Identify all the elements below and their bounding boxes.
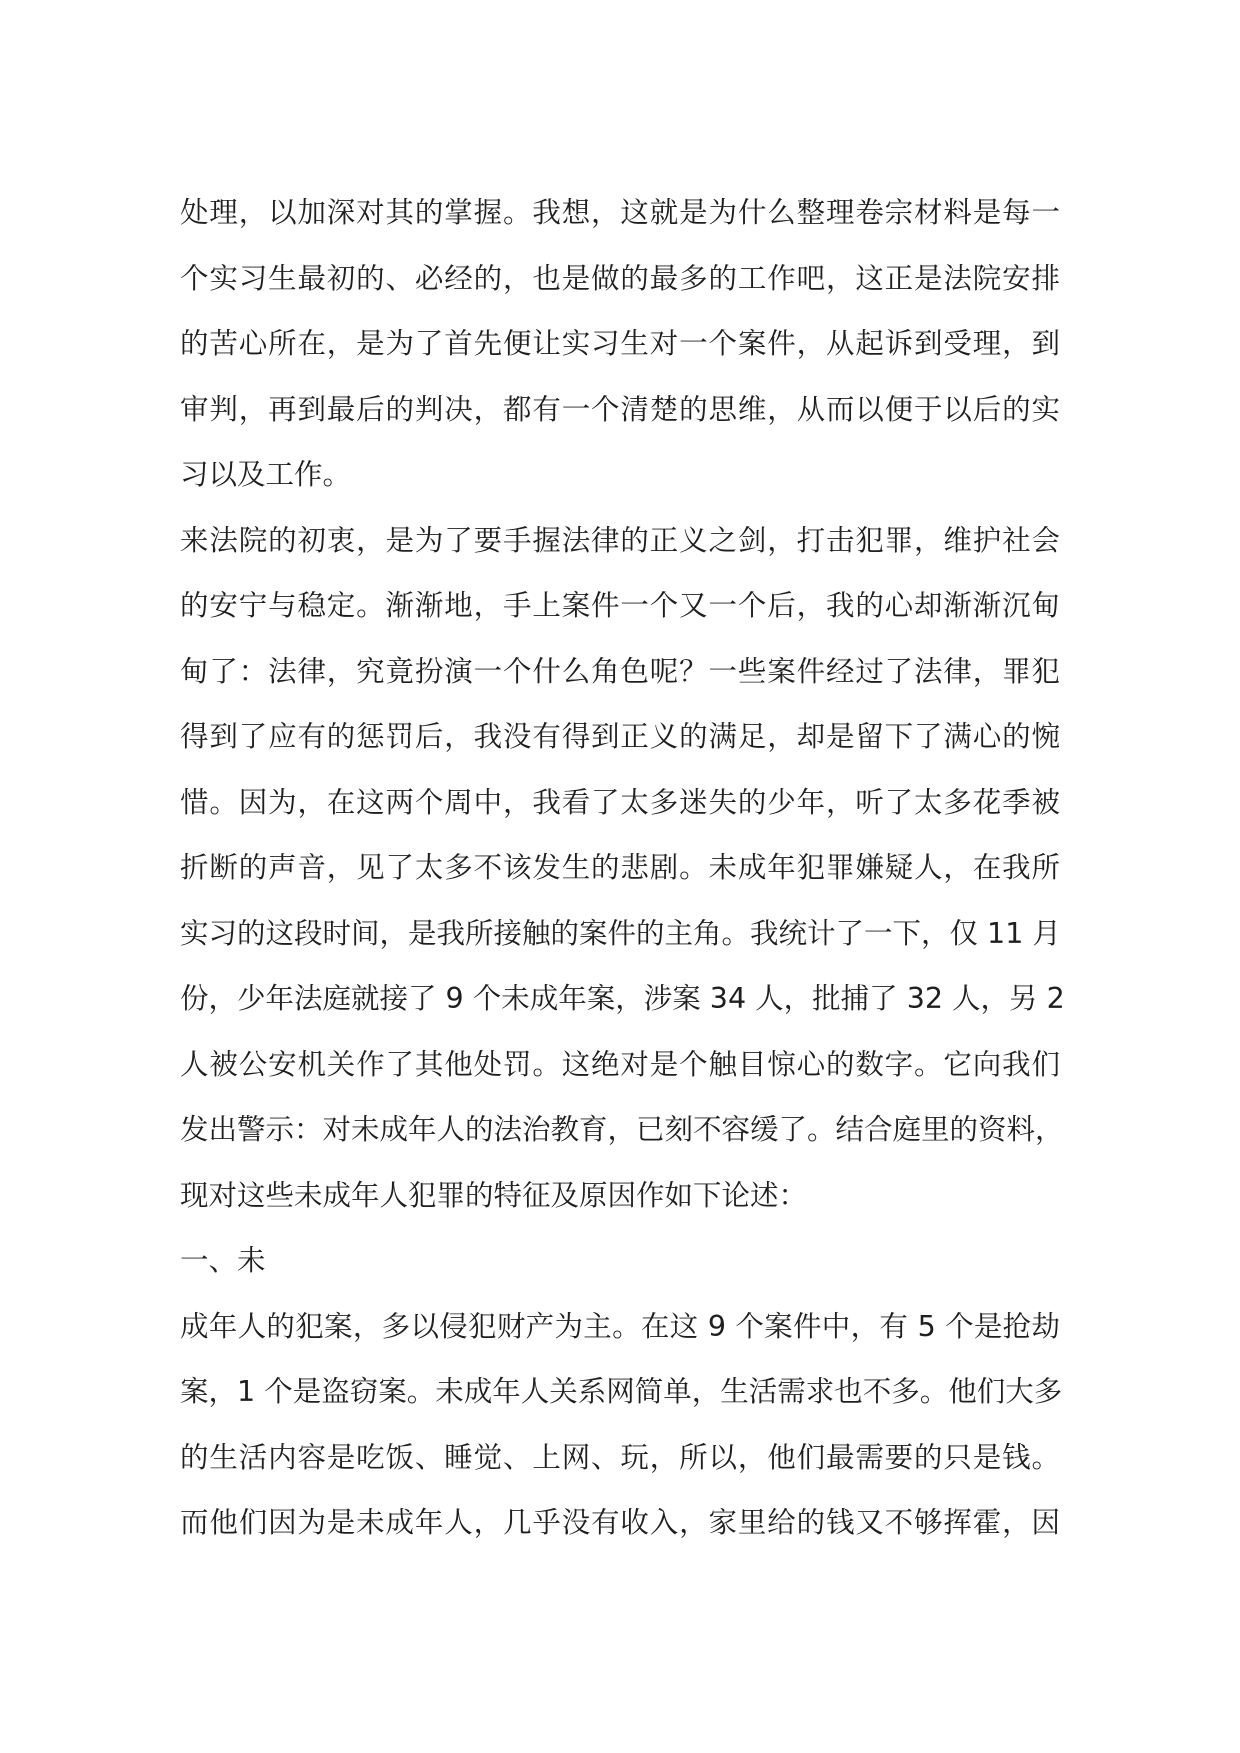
text-line: 惜。因为，在这两个周中，我看了太多迷失的少年，听了太多花季被 bbox=[180, 785, 1060, 819]
text-line: 人被公安机关作了其他处罚。这绝对是个触目惊心的数字。它向我们 bbox=[180, 1047, 1060, 1081]
text-line: 习以及工作。 bbox=[180, 458, 352, 491]
text-line: 处理，以加深对其的掌握。我想，这就是为什么整理卷宗材料是每一 bbox=[180, 196, 1060, 229]
text-line: 个实习生最初的、必经的，也是做的最多的工作吧，这正是法院安排 bbox=[180, 261, 1060, 295]
text-line: 一、未 bbox=[180, 1244, 266, 1277]
text-line: 成年人的犯案，多以侵犯财产为主。在这 9 个案件中，有 5 个是抢劫 bbox=[180, 1309, 1060, 1343]
text-line: 折断的声音，见了太多不该发生的悲剧。未成年犯罪嫌疑人，在我所 bbox=[180, 851, 1060, 884]
text-line: 的苦心所在，是为了首先便让实习生对一个案件，从起诉到受理，到 bbox=[180, 327, 1060, 360]
text-line: 现对这些未成年人犯罪的特征及原因作如下论述： bbox=[180, 1178, 808, 1212]
text-line: 审判，再到最后的判决，都有一个清楚的思维，从而以便于以后的实 bbox=[180, 392, 1060, 426]
text-line: 而他们因为是未成年人，几乎没有收入，家里给的钱又不够挥霍，因 bbox=[180, 1506, 1060, 1539]
document-body bbox=[180, 180, 1065, 1556]
text-line: 得到了应有的惩罚后，我没有得到正义的满足，却是留下了满心的惋 bbox=[180, 720, 1060, 753]
text-line: 来法院的初衷，是为了要手握法律的正义之剑，打击犯罪，维护社会 bbox=[180, 523, 1060, 557]
text-line: 的安宁与稳定。渐渐地，手上案件一个又一个后，我的心却渐渐沉甸 bbox=[180, 589, 1060, 622]
text-line: 发出警示：对未成年人的法治教育，已刻不容缓了。结合庭里的资料， bbox=[180, 1113, 1064, 1146]
text-line: 的生活内容是吃饭、睡觉、上网、玩，所以，他们最需要的只是钱。 bbox=[180, 1440, 1060, 1474]
text-line: 甸了：法律，究竟扮演一个什么角色呢？一些案件经过了法律，罪犯 bbox=[180, 654, 1060, 688]
text-line: 案，1 个是盗窃案。未成年人关系网简单，生活需求也不多。他们大多 bbox=[180, 1375, 1063, 1408]
text-line: 实习的这段时间，是我所接触的案件的主角。我统计了一下，仅 11 月 bbox=[180, 916, 1061, 950]
text-line: 份，少年法庭就接了 9 个未成年案，涉案 34 人，批捕了 32 人，另 2 bbox=[180, 982, 1065, 1015]
